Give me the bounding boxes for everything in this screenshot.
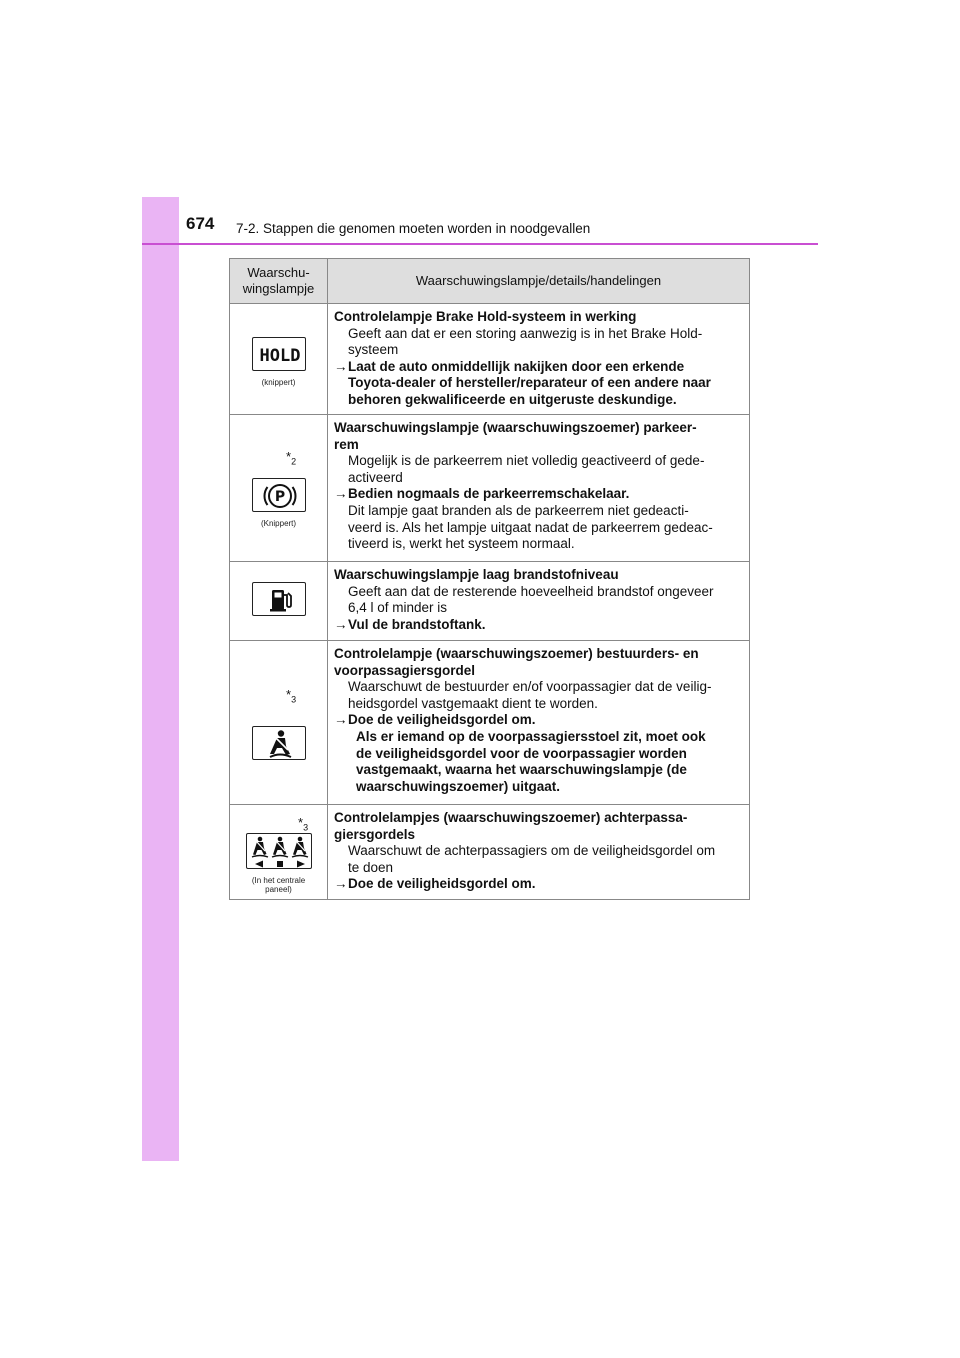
light-description: Waarschuwt de achterpassagiers om de veiligheidsgordel om te doen: [348, 843, 716, 875]
light-title: Controlelampje Brake Hold-systeem in werking: [334, 309, 637, 324]
footnote-marker: $*_3$: [286, 687, 297, 705]
light-description: Geeft aan dat de resterende hoeveelheid brandstof ongeveer 6,4 l of minder is: [348, 583, 714, 616]
light-action: →Bedien nogmaals de parkeerremschakelaar.: [334, 486, 630, 502]
column-header-warning-light: Waarschu- wingslampje: [230, 259, 328, 304]
arrow-icon: →: [334, 712, 348, 728]
hold-icon-text: HOLD: [259, 346, 300, 366]
footnote-marker: $*_2$: [286, 449, 297, 467]
seatbelt-icon: [252, 726, 306, 760]
light-action: →Doe de veiligheidsgordel om.: [334, 876, 536, 892]
light-title: Waarschuwingslampje laag brandstofniveau: [334, 567, 619, 582]
light-subaction: Als er iemand op de voorpassagiersstoel zit, moet ook de veiligheidsgordel voor de voorpassagier worden vastgemaakt, waarna het waarschuwingslampje (de waarschuwingszoemer) uitgaat.: [356, 728, 706, 794]
light-description: Mogelijk is de parkeerrem niet volledig geactiveerd of gede- activeerd: [348, 453, 705, 485]
light-description: Waarschuwt de bestuurder en/of voorpassagier dat de veilig- heidsgordel vastgemaakt dient te worden.: [348, 679, 712, 711]
light-action: →Doe de veiligheidsgordel om.: [334, 712, 536, 728]
arrow-icon: →: [334, 486, 348, 502]
icon-caption: (Knippert): [260, 519, 297, 528]
icon-cell: [230, 415, 328, 562]
light-title: Controlelampje (waarschuwingszoemer) bestuurders- en voorpassagiersgordel: [334, 646, 699, 678]
table-row: [230, 805, 750, 900]
icon-caption: (knippert): [261, 378, 296, 387]
light-title: Controlelampjes (waarschuwingszoemer) achterpassa- giersgordels: [334, 810, 688, 842]
arrow-icon: →: [334, 358, 348, 374]
icon-cell: [230, 805, 328, 900]
light-action: →Vul de brandstoftank.: [334, 616, 486, 632]
details-cell: [328, 304, 750, 415]
rear-seatbelt-icon: [246, 833, 312, 869]
warning-lights-table: [229, 258, 750, 900]
icon-cell: [230, 304, 328, 415]
table-row: [230, 641, 750, 805]
hold-icon: [252, 337, 306, 371]
light-action: →Laat de auto onmiddellijk nakijken door een erkende Toyota-dealer of hersteller/reparateur of een andere naar behoren gekwalificeerde en uitgeruste deskundige.: [334, 358, 711, 407]
details-cell: [328, 641, 750, 805]
details-cell: [328, 415, 750, 562]
side-tab-band: [142, 197, 179, 1161]
details-cell: [328, 562, 750, 641]
chapter-title: 7-2. Stappen die genomen moeten worden in noodgevallen: [236, 221, 591, 236]
icon-caption: (In het centrale paneel): [251, 875, 306, 894]
table-header-row: [230, 259, 750, 304]
parking-brake-icon-text: P: [274, 489, 285, 505]
table-row: [230, 415, 750, 562]
icon-cell: [230, 641, 328, 805]
header-rule: [142, 243, 818, 245]
arrow-icon: →: [334, 616, 348, 632]
arrow-icon: →: [334, 876, 348, 892]
page-number: 674: [186, 214, 215, 233]
fuel-icon: [252, 582, 306, 616]
column-header-details: Waarschuwingslampje/details/handelingen: [328, 259, 750, 304]
light-title: Waarschuwingslampje (waarschuwingszoemer) parkeer- rem: [334, 420, 697, 452]
light-description: Geeft aan dat er een storing aanwezig is in het Brake Hold- systeem: [348, 325, 703, 358]
light-note: Dit lampje gaat branden als de parkeerrem niet gedeacti- veerd is. Als het lampje uitgaat nadat de parkeerrem gedeac- tiveerd is, werkt het systeem normaal.: [348, 502, 713, 552]
icon-cell: [230, 562, 328, 641]
details-cell: [328, 805, 750, 900]
table-row: [230, 562, 750, 641]
footnote-marker: $*_3$: [298, 815, 309, 833]
parking-brake-icon: [252, 478, 306, 512]
table-row: [230, 304, 750, 415]
